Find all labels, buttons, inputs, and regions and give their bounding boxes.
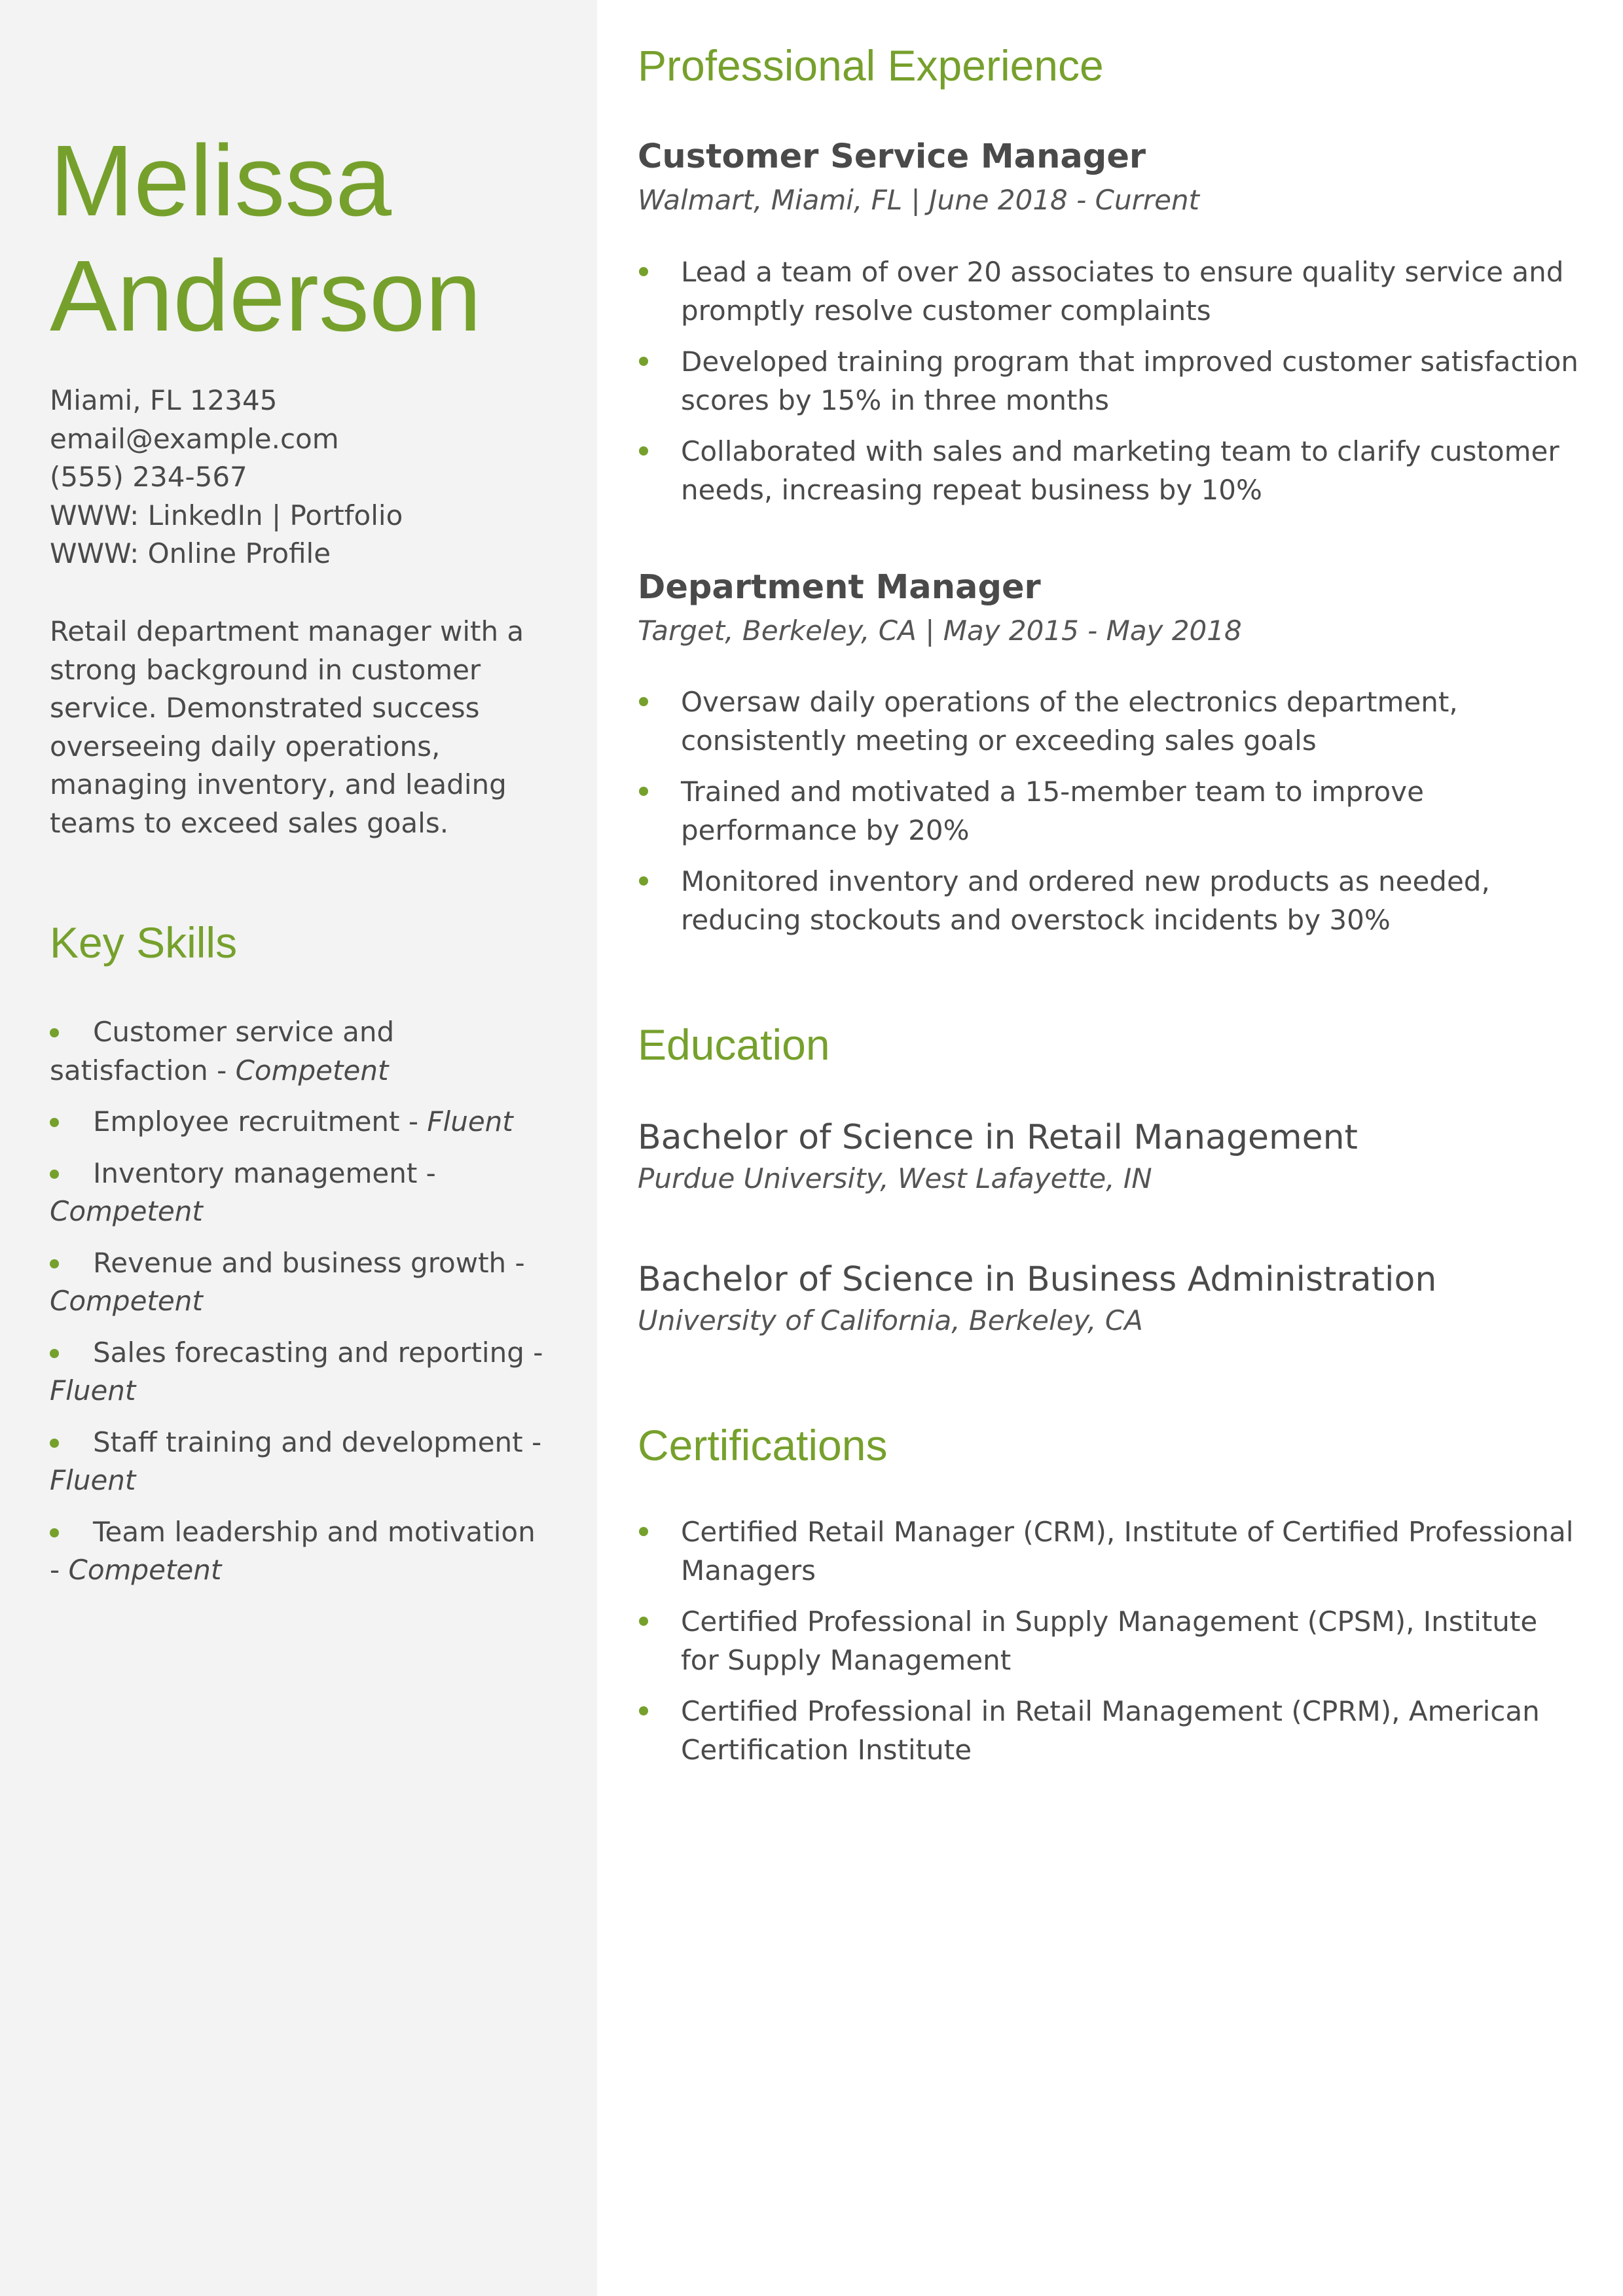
sidebar: [0, 0, 597, 2296]
school-name: University of California, Berkeley, CA: [638, 1304, 1143, 1336]
contact-online-profile[interactable]: WWW: Online Profile: [50, 537, 331, 569]
candidate-name: [50, 123, 481, 353]
skill-level: Competent: [50, 1285, 203, 1317]
skill-separator: -: [50, 1554, 69, 1586]
skill-name: Customer service and satisfaction: [50, 1016, 395, 1086]
skill-separator: -: [417, 1157, 436, 1189]
skill-item: [50, 1244, 547, 1321]
skill-item: [50, 1513, 547, 1590]
skill-level: Fluent: [50, 1464, 136, 1496]
job-bullet: Collaborated with sales and marketing team to clarify customer needs, increasing repeat business by 10%: [638, 433, 1580, 509]
job-title: Customer Service Manager: [638, 137, 1146, 176]
certifications-list: [638, 1513, 1580, 1782]
skill-name: Staff training and development: [93, 1426, 523, 1458]
job-bullet: Trained and motivated a 15-member team to improve performance by 20%: [638, 773, 1580, 850]
skill-item: [50, 1334, 547, 1410]
key-skills-heading: Key Skills: [50, 918, 238, 967]
skill-level: Fluent: [427, 1105, 513, 1138]
skill-level: Fluent: [50, 1374, 136, 1407]
school-name: Purdue University, West Lafayette, IN: [638, 1162, 1152, 1194]
degree-title: Bachelor of Science in Retail Management: [638, 1118, 1358, 1157]
job-meta: Target, Berkeley, CA | May 2015 - May 2018: [638, 615, 1242, 647]
skill-separator: -: [506, 1246, 525, 1279]
contact-email[interactable]: email@example.com: [50, 422, 339, 455]
contact-phone: (555) 234-567: [50, 461, 247, 493]
skill-item: [50, 1103, 547, 1141]
certification-item: Certified Professional in Supply Management (CPSM), Institute for Supply Management: [638, 1603, 1580, 1679]
first-name: Melissa: [50, 124, 392, 237]
contact-address: Miami, FL 12345: [50, 384, 278, 416]
certifications-heading: Certifications: [638, 1421, 888, 1469]
skill-separator: -: [208, 1054, 236, 1086]
education-heading: Education: [638, 1020, 830, 1069]
last-name: Anderson: [50, 240, 482, 352]
skill-level: Competent: [50, 1195, 203, 1227]
skill-level: Competent: [235, 1054, 389, 1086]
skill-name: Employee recruitment: [93, 1105, 400, 1138]
job-title: Department Manager: [638, 568, 1041, 607]
skill-name: Inventory management: [93, 1157, 418, 1189]
skill-separator: -: [524, 1336, 543, 1369]
skill-name: Revenue and business growth: [93, 1246, 507, 1279]
job-bullet: Lead a team of over 20 associates to ensure quality service and promptly resolve customer complaints: [638, 253, 1580, 330]
skills-list: [50, 1013, 547, 1603]
job-bullet: Developed training program that improved customer satisfaction scores by 15% in three months: [638, 343, 1580, 420]
skill-separator: -: [522, 1426, 542, 1458]
contact-info: [50, 382, 403, 573]
job-bullet: Monitored inventory and ordered new products as needed, reducing stockouts and overstock incidents by 30%: [638, 863, 1580, 939]
job-bullets: [638, 253, 1580, 522]
skill-name: Sales forecasting and reporting: [93, 1336, 524, 1369]
job-meta: Walmart, Miami, FL | June 2018 - Current: [638, 184, 1200, 216]
skill-item: [50, 1155, 547, 1231]
job-bullet: Oversaw daily operations of the electronics department, consistently meeting or exceeding sales goals: [638, 683, 1580, 760]
job-bullets: [638, 683, 1580, 952]
skill-level: Competent: [68, 1554, 222, 1586]
skill-item: [50, 1424, 547, 1500]
certification-item: Certified Retail Manager (CRM), Institute of Certified Professional Managers: [638, 1513, 1580, 1590]
skill-separator: -: [399, 1105, 428, 1138]
experience-heading: Professional Experience: [638, 41, 1104, 90]
professional-summary: Retail department manager with a strong background in customer service. Demonstrated success overseeing daily operations, managing inventory, and leading teams to exceed sales goals.: [50, 615, 524, 839]
degree-title: Bachelor of Science in Business Administration: [638, 1260, 1437, 1299]
contact-web-links[interactable]: WWW: LinkedIn | Portfolio: [50, 499, 403, 531]
certification-item: Certified Professional in Retail Management (CPRM), American Certification Institute: [638, 1693, 1580, 1769]
skill-item: [50, 1013, 547, 1090]
skill-name: Team leadership and motivation: [93, 1515, 536, 1548]
